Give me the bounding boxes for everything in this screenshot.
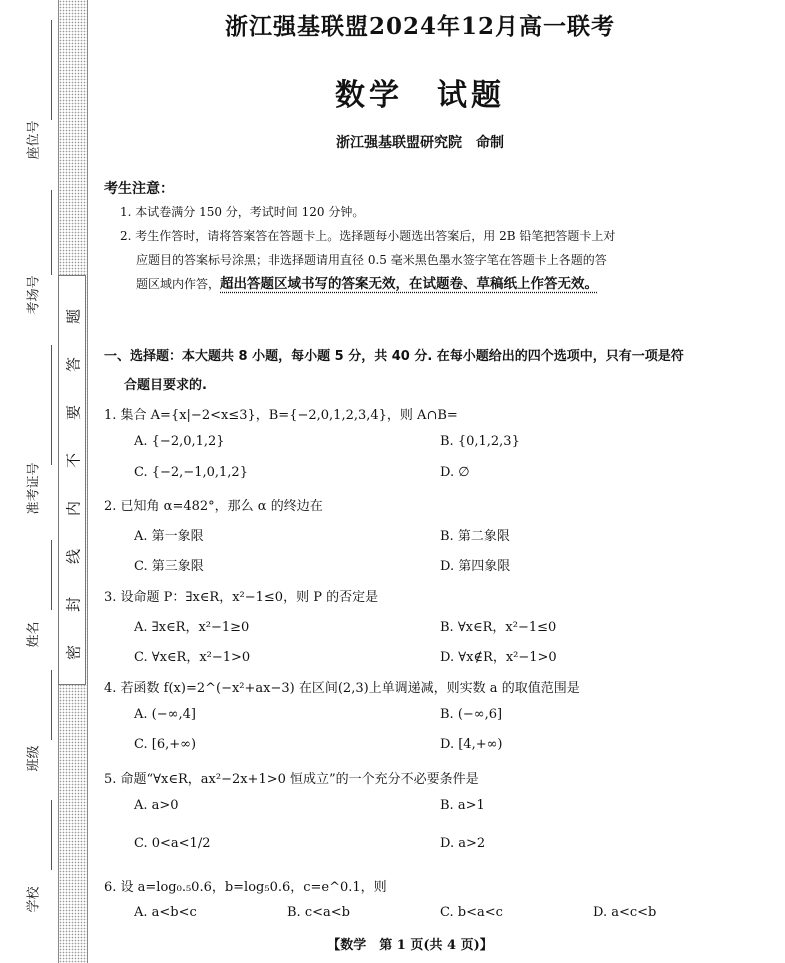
option: B. 第二象限	[440, 529, 510, 544]
option: D. ∅	[440, 465, 470, 480]
warning-char: 密	[64, 645, 83, 661]
warning-char: 线	[64, 549, 83, 565]
class-label: 班级	[26, 745, 42, 772]
option: C. 第三象限	[134, 559, 204, 574]
option: D. [4,+∞)	[440, 737, 503, 752]
question-stem: 6. 设 a=log₀.₅0.6，b=log₅0.6，c=e^0.1，则	[104, 880, 387, 895]
page-footer: 【数学 第 1 页(共 4 页)】	[327, 938, 493, 953]
question-stem: 2. 已知角 α=482°，那么 α 的终边在	[104, 499, 323, 514]
exam-author: 浙江强基联盟研究院 命制	[336, 135, 504, 151]
section-heading-line: 合题目要求的.	[124, 378, 207, 393]
warning-char: 封	[64, 597, 83, 613]
subject-title: 数学 试题	[335, 78, 505, 113]
question-stem: 4. 若函数 f(x)=2^(−x²+ax−3) 在区间(2,3)上单调递减，则实数 a 的取值范围是	[104, 681, 580, 696]
option: D. 第四象限	[440, 559, 511, 574]
option: D. ∀x∉R，x²−1>0	[440, 650, 557, 665]
option: C. [6,+∞)	[134, 737, 197, 752]
admission-number-label: 准考证号	[26, 462, 42, 515]
section-heading-line: 一、选择题：本大题共 8 小题，每小题 5 分，共 40 分. 在每小题给出的四个选项中，只有一项是符	[104, 349, 684, 364]
seat-number-label: 座位号	[26, 120, 42, 160]
warning-char: 答	[64, 357, 83, 373]
option: B. {0,1,2,3}	[440, 434, 520, 449]
section-heading	[104, 342, 744, 400]
option: A. a>0	[134, 798, 179, 813]
warning-char: 要	[64, 405, 83, 421]
exam-title: 浙江强基联盟2024年12月高一联考	[224, 13, 616, 40]
school-label: 学校	[26, 886, 42, 913]
option: B. a>1	[440, 798, 485, 813]
question-stem: 1. 集合 A={x|−2<x≤3}，B={−2,0,1,2,3,4}，则 A∩B=	[104, 408, 458, 423]
name-label: 姓名	[26, 621, 42, 648]
option: A. {−2,0,1,2}	[134, 434, 225, 449]
question-stem: 3. 设命题 P：∃x∈R，x²−1≤0，则 P 的否定是	[104, 590, 379, 605]
option: A. a<b<c	[134, 905, 197, 920]
option: B. (−∞,6]	[440, 707, 503, 722]
notice-text: 题区域内作答，	[136, 277, 221, 291]
warning-char: 内	[64, 501, 83, 517]
option: C. b<a<c	[440, 905, 503, 920]
seal-line-warning	[58, 275, 86, 685]
notice-item: 2. 考生作答时，请将答案答在答题卡上。选择题每小题选出答案后，用 2B 铅笔把答题卡上对	[120, 229, 616, 243]
warning-char: 不	[64, 453, 83, 469]
question-stem: 5. 命题“∀x∈R，ax²−2x+1>0 恒成立”的一个充分不必要条件是	[104, 772, 479, 787]
exam-room-label: 考场号	[26, 275, 42, 315]
warning-char: 题	[64, 309, 83, 325]
notice-item: 应题目的答案标号涂黑；非选择题请用直径 0.5 毫米黑色墨水签字笔在答题卡上各题的答	[136, 253, 607, 267]
option: C. 0<a<1/2	[134, 836, 211, 851]
option: A. (−∞,4]	[134, 707, 196, 722]
notice-title: 考生注意：	[104, 181, 174, 197]
notice-emphasis: 超出答题区域书写的答案无效，在试题卷、草稿纸上作答无效。	[220, 276, 599, 292]
option: D. a<c<b	[593, 905, 657, 920]
notice-item: 1. 本试卷满分 150 分，考试时间 120 分钟。	[120, 205, 365, 219]
option: A. 第一象限	[134, 529, 204, 544]
option: C. {−2,−1,0,1,2}	[134, 465, 248, 480]
option: C. ∀x∈R，x²−1>0	[134, 650, 251, 665]
option: D. a>2	[440, 836, 486, 851]
option: B. c<a<b	[287, 905, 350, 920]
option: B. ∀x∈R，x²−1≤0	[440, 620, 557, 635]
notice-item	[136, 272, 736, 296]
option: A. ∃x∈R，x²−1≥0	[134, 620, 250, 635]
